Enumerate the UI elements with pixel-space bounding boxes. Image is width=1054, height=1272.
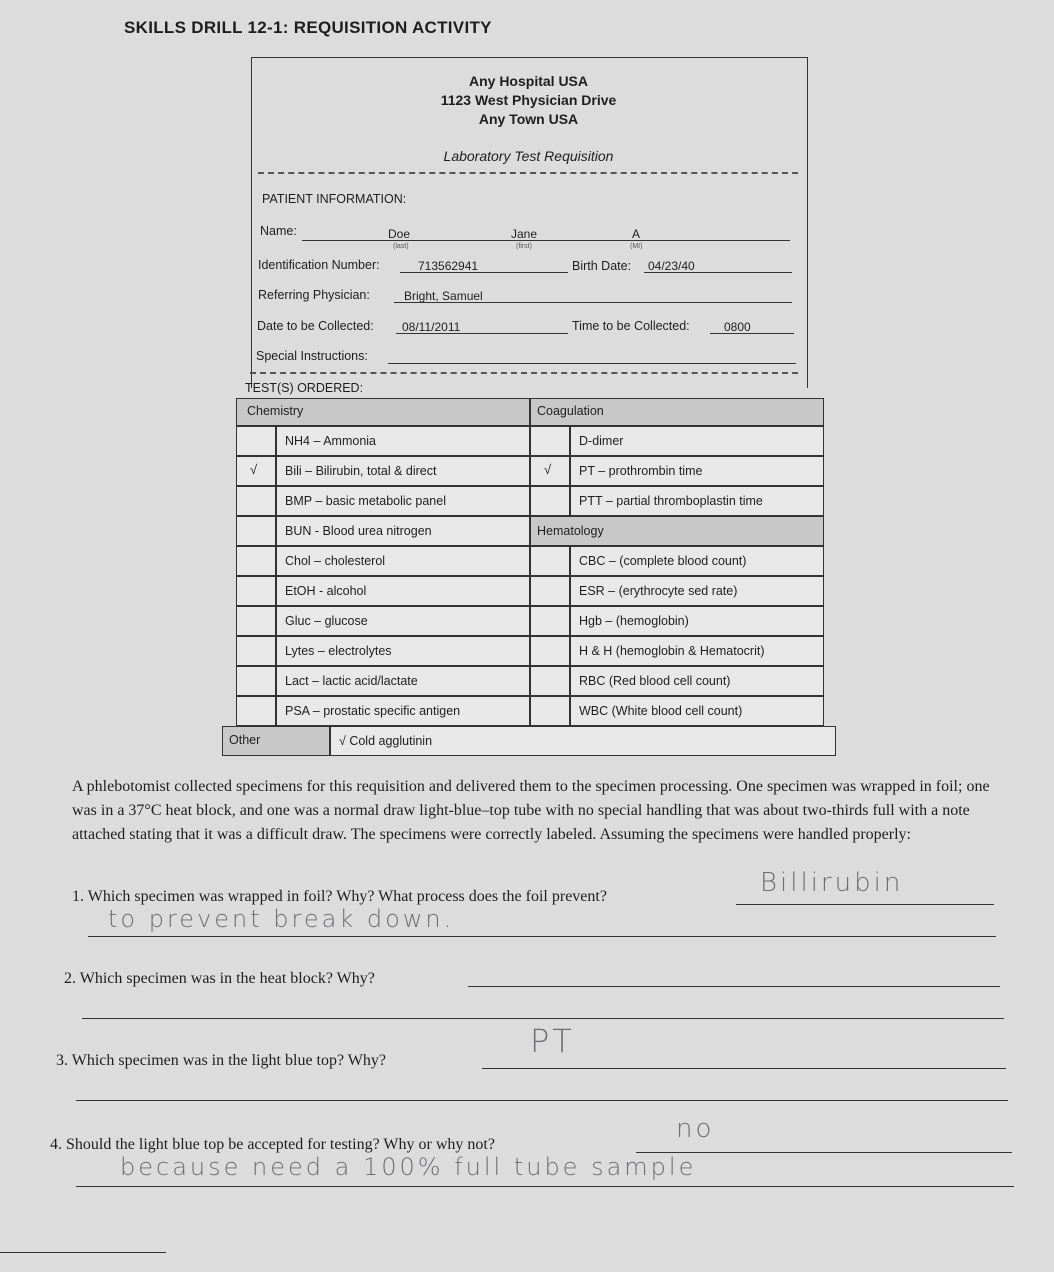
coagulation-test-label: D-dimer <box>579 434 624 448</box>
chemistry-checkbox <box>236 696 276 726</box>
chemistry-test-row <box>276 516 530 546</box>
coagulation-checkbox <box>530 456 570 486</box>
tests-section-label: TEST(S) ORDERED: <box>245 381 364 395</box>
hospital-address: 1123 West Physician Drive <box>440 92 617 108</box>
name-label: Name: <box>260 224 297 238</box>
coagulation-label: Coagulation <box>537 404 604 418</box>
chemistry-checkbox <box>236 666 276 696</box>
special-line <box>388 363 796 364</box>
answer-1-line <box>736 904 994 905</box>
answer-4: no <box>676 1114 715 1144</box>
chemistry-test-row <box>276 636 530 666</box>
middle-initial: A <box>632 227 641 241</box>
chemistry-test-row <box>276 456 530 486</box>
hematology-checkbox <box>530 696 570 726</box>
chemistry-label: Chemistry <box>247 404 304 418</box>
last-name: Doe <box>388 227 411 241</box>
hematology-checkbox <box>530 606 570 636</box>
chemistry-test-row <box>276 486 530 516</box>
chemistry-checkbox <box>236 456 276 486</box>
chemistry-test-row <box>276 426 530 456</box>
question-1: 1. Which specimen was wrapped in foil? Why? What process does the foil prevent? <box>72 888 607 905</box>
hematology-test-row <box>570 666 824 696</box>
page-title: SKILLS DRILL 12-1: REQUISITION ACTIVITY <box>124 18 492 37</box>
hematology-test-label: ESR – (erythrocyte sed rate) <box>579 584 738 598</box>
physician-label: Referring Physician: <box>258 288 370 302</box>
question-2: 2. Which specimen was in the heat block? Why? <box>64 970 375 987</box>
tests-table <box>229 398 836 758</box>
chemistry-checkbox <box>236 606 276 636</box>
hematology-checkbox <box>530 546 570 576</box>
coagulation-test-row <box>570 426 824 456</box>
chemistry-test-label: Lact – lactic acid/lactate <box>285 674 418 688</box>
coagulation-header <box>530 398 824 426</box>
chemistry-checkbox <box>236 636 276 666</box>
hematology-test-row <box>570 606 824 636</box>
chemistry-test-label: Chol – cholesterol <box>285 554 386 568</box>
id-value: 713562941 <box>418 259 479 273</box>
chemistry-test-label: Lytes – electrolytes <box>285 644 392 658</box>
answer-1b: to prevent break down. <box>108 905 455 933</box>
hematology-test-row <box>570 576 824 606</box>
last-caption: (last) <box>393 243 409 250</box>
chemistry-test-row <box>276 546 530 576</box>
coagulation-checkbox <box>530 426 570 456</box>
patient-section-label: PATIENT INFORMATION: <box>262 192 407 206</box>
divider <box>250 372 798 374</box>
time-line <box>710 333 794 334</box>
chemistry-test-label: EtOH - alcohol <box>285 584 367 598</box>
chemistry-checkbox <box>236 516 276 546</box>
chemistry-test-row <box>276 666 530 696</box>
chemistry-test-label: BUN - Blood urea nitrogen <box>285 524 432 538</box>
hematology-test-label: RBC (Red blood cell count) <box>579 674 731 688</box>
chemistry-test-label: NH4 – Ammonia <box>285 434 377 448</box>
coagulation-test-row <box>570 486 824 516</box>
form-title: Laboratory Test Requisition <box>443 148 614 164</box>
chemistry-test-label: PSA – prostatic specific antigen <box>285 704 461 718</box>
chemistry-checkbox <box>236 486 276 516</box>
hematology-checkbox <box>530 576 570 606</box>
footer-line <box>0 1252 166 1253</box>
hematology-checkbox <box>530 636 570 666</box>
hematology-test-row <box>570 636 824 666</box>
other-header <box>222 726 330 756</box>
chemistry-test-label: Gluc – glucose <box>285 614 368 628</box>
special-label: Special Instructions: <box>256 349 368 363</box>
time-value: 0800 <box>724 320 751 334</box>
date-label: Date to be Collected: <box>257 319 374 333</box>
hematology-test-row <box>570 546 824 576</box>
id-label: Identification Number: <box>258 258 380 272</box>
chemistry-test-label: Bili – Bilirubin, total & direct <box>285 464 437 478</box>
physician-value: Bright, Samuel <box>404 289 483 303</box>
chemistry-checkbox <box>236 576 276 606</box>
chemistry-test-row <box>276 576 530 606</box>
check-mark: √ <box>544 462 552 477</box>
name-line <box>302 240 790 241</box>
answer-2-line <box>468 986 1000 987</box>
time-label: Time to be Collected: <box>572 319 690 333</box>
coagulation-test-label: PT – prothrombin time <box>579 464 703 478</box>
answer-2b-line <box>82 1018 1004 1019</box>
coagulation-test-row <box>570 456 824 486</box>
first-name: Jane <box>511 227 538 241</box>
hematology-test-label: WBC (White blood cell count) <box>579 704 743 718</box>
answer-3-line <box>482 1068 1006 1069</box>
answer-4b: because need a 100% full tube sample <box>120 1153 697 1181</box>
mi-caption: (MI) <box>630 243 643 250</box>
answer-3: PT <box>530 1022 575 1060</box>
hospital-city: Any Town USA <box>478 111 579 127</box>
answer-1: Billirubin <box>760 868 904 898</box>
answer-3b-line <box>76 1100 1008 1101</box>
chemistry-checkbox <box>236 546 276 576</box>
birth-label: Birth Date: <box>572 259 632 273</box>
first-caption: (first) <box>516 243 532 250</box>
hematology-checkbox <box>530 666 570 696</box>
coagulation-test-label: PTT – partial thromboplastin time <box>579 494 763 508</box>
chemistry-test-row <box>276 696 530 726</box>
chemistry-checkbox <box>236 426 276 456</box>
hematology-test-label: CBC – (complete blood count) <box>579 554 747 568</box>
date-value: 08/11/2011 <box>402 320 461 334</box>
chemistry-header <box>236 398 530 426</box>
coagulation-checkbox <box>530 486 570 516</box>
question-3: 3. Which specimen was in the light blue top? Why? <box>56 1052 386 1069</box>
hematology-test-label: Hgb – (hemoglobin) <box>579 614 689 628</box>
answer-1b-line <box>88 936 996 937</box>
scenario-paragraph: A phlebotomist collected specimens for this requisition and delivered them to the specimen processing. One specimen was wrapped in foil; one was in a 37°C heat block, and one was a normal draw light-blue–top tube with no special handling that was about two-thirds full with a note attached stating that it was a difficult draw. The specimens were correctly labeled. Assuming the specimens were handled properly: <box>72 778 990 843</box>
hematology-header <box>530 516 824 546</box>
divider <box>258 172 798 174</box>
answer-4b-line <box>76 1186 1014 1187</box>
other-label: Other <box>229 733 261 747</box>
other-cell <box>330 726 836 756</box>
hematology-label: Hematology <box>537 524 604 538</box>
hospital-name: Any Hospital USA <box>468 73 588 89</box>
other-value: √ Cold agglutinin <box>339 734 433 748</box>
birth-value: 04/23/40 <box>648 259 695 273</box>
chemistry-test-row <box>276 606 530 636</box>
chemistry-test-label: BMP – basic metabolic panel <box>285 494 446 508</box>
hematology-test-row <box>570 696 824 726</box>
question-4: 4. Should the light blue top be accepted for testing? Why or why not? <box>50 1136 495 1153</box>
check-mark: √ <box>250 462 258 477</box>
hematology-test-label: H & H (hemoglobin & Hematocrit) <box>579 644 765 658</box>
